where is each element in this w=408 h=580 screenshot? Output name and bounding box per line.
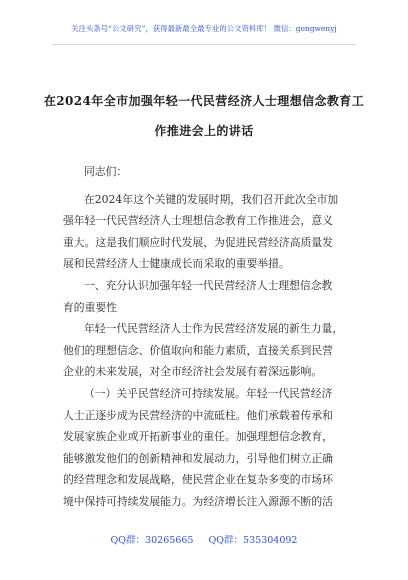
section-heading-line: 一、充分认识加强年轻一代民营经济人士理想信念教 (84, 278, 333, 292)
footer-qq-group-1: QQ群：30265665 (110, 535, 194, 546)
body-line: 发展家族企业或开拓新事业的重任。加强理想信念教育， (63, 430, 333, 444)
body-line: 在2024年这个关键的发展时期，我们召开此次全市加 (84, 192, 339, 206)
body-line: 的经营理念和发展战略，使民营企业在复杂多变的市场环 (63, 473, 333, 487)
document-title-line-1: 在2024年全市加强年轻一代民营经济人士理想信念教育工 (43, 94, 365, 108)
body-line: 强年轻一代民营经济人士理想信念教育工作推进会，意义 (63, 214, 333, 228)
body-line: 企业的未来发展，对全市经济社会发展有着深远影响。 (63, 365, 323, 379)
body-line: 他们的理想信念、价值取向和能力素质，直接关系到民营 (63, 343, 333, 357)
footer-contact (0, 532, 408, 546)
body-line: 年轻一代民营经济人士作为民营经济发展的新生力量， (84, 322, 344, 336)
document-title-line-2: 作推进会上的讲话 (154, 124, 254, 138)
body-line: 重大。这是我们顺应时代发展，为促进民营经济高质量发 (63, 235, 333, 249)
body-line: （一）关乎民营经济可持续发展。年轻一代民营经济 (84, 386, 333, 400)
section-heading-line: 育的重要性 (63, 300, 117, 314)
footer-qq-group-2: QQ群：535304092 (208, 535, 298, 546)
header-promo-text: 关注头条号“公文研究”，获得最新最全最专业的公文资料库！ 微信：gongwenyj (71, 24, 337, 33)
body-line: 展和民营经济人士健康成长而采取的重要举措。 (63, 257, 290, 271)
salutation: 同志们： (84, 165, 128, 178)
document-body (63, 161, 345, 513)
body-line: 人士正逐步成为民营经济的中流砥柱。他们承载着传承和 (63, 408, 333, 422)
body-line: 能够激发他们的创新精神和发展动力，引导他们树立正确 (63, 451, 333, 465)
header-divider (52, 44, 356, 45)
body-line: 境中保持可持续发展能力。为经济增长注入源源不断的活 (63, 494, 333, 508)
